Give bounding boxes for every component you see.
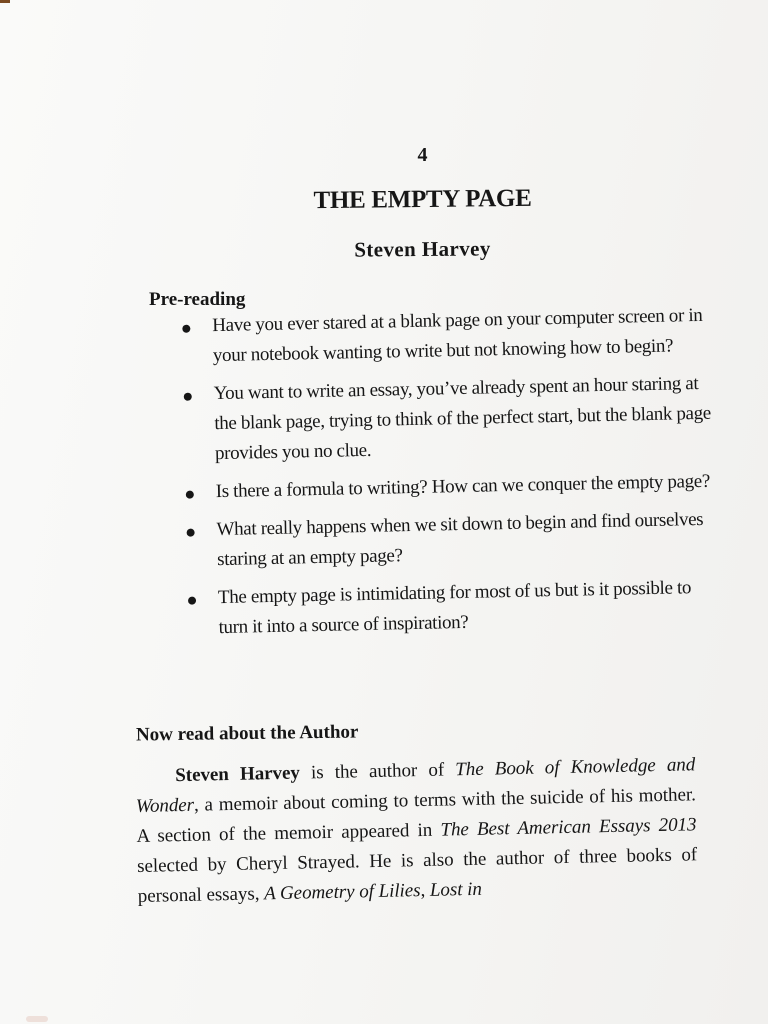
bio-author-name: Steven Harvey — [175, 762, 301, 787]
list-item-text: The empty page is intimidating for most of us but is it possible to turn it into a source of inspiration? — [217, 577, 692, 639]
chapter-number: 4 — [417, 144, 428, 166]
list-item-text: What really happens when we sit down to begin and find ourselves staring at an empty page? — [216, 508, 704, 571]
list-item-text: You want to write an essay, you’ve already spent an hour staring at the blank page, trying to think of the perfect start, but the blank page provides you no clue. — [213, 372, 712, 465]
bullet-icon — [184, 393, 192, 401]
author-bio-paragraph — [135, 750, 698, 912]
bullet-icon — [182, 325, 190, 333]
chapter-author: Steven Harvey — [354, 236, 491, 262]
list-item — [173, 369, 715, 470]
bio-book-title: The Best American Essays 2013 — [440, 814, 697, 841]
prereading-list — [172, 301, 719, 652]
bio-text: , — [420, 879, 431, 902]
bio-book-title: Lost in — [429, 878, 483, 901]
bio-text: , a memoir about coming to terms with the suicide of his mother. A section of the memoir appeared in — [136, 784, 697, 847]
chapter-title: THE EMPTY PAGE — [313, 184, 532, 215]
bullet-icon — [187, 529, 195, 537]
list-item — [178, 573, 719, 644]
bio-book-title: A Geometry of Lilies — [263, 880, 421, 905]
bio-book-title: The Book of Knowledge and Wonder — [135, 754, 696, 817]
bullet-icon — [188, 597, 196, 605]
list-item-text: Have you ever stared at a blank page on your computer screen or in your notebook wanting to write but not knowing how to begin? — [212, 304, 703, 367]
bio-text: is the author of — [299, 759, 456, 784]
list-item-text: Is there a formula to writing? How can we conquer the empty page? — [215, 470, 711, 503]
bullet-icon — [186, 491, 194, 499]
list-item — [175, 467, 716, 508]
prereading-heading: Pre-reading — [149, 289, 246, 310]
bio-text: selected by Cheryl Strayed. He is also the author of three books of personal essays, — [136, 844, 698, 907]
about-author-heading: Now read about the Author — [135, 721, 359, 746]
list-item — [172, 301, 713, 372]
list-item — [176, 505, 717, 576]
